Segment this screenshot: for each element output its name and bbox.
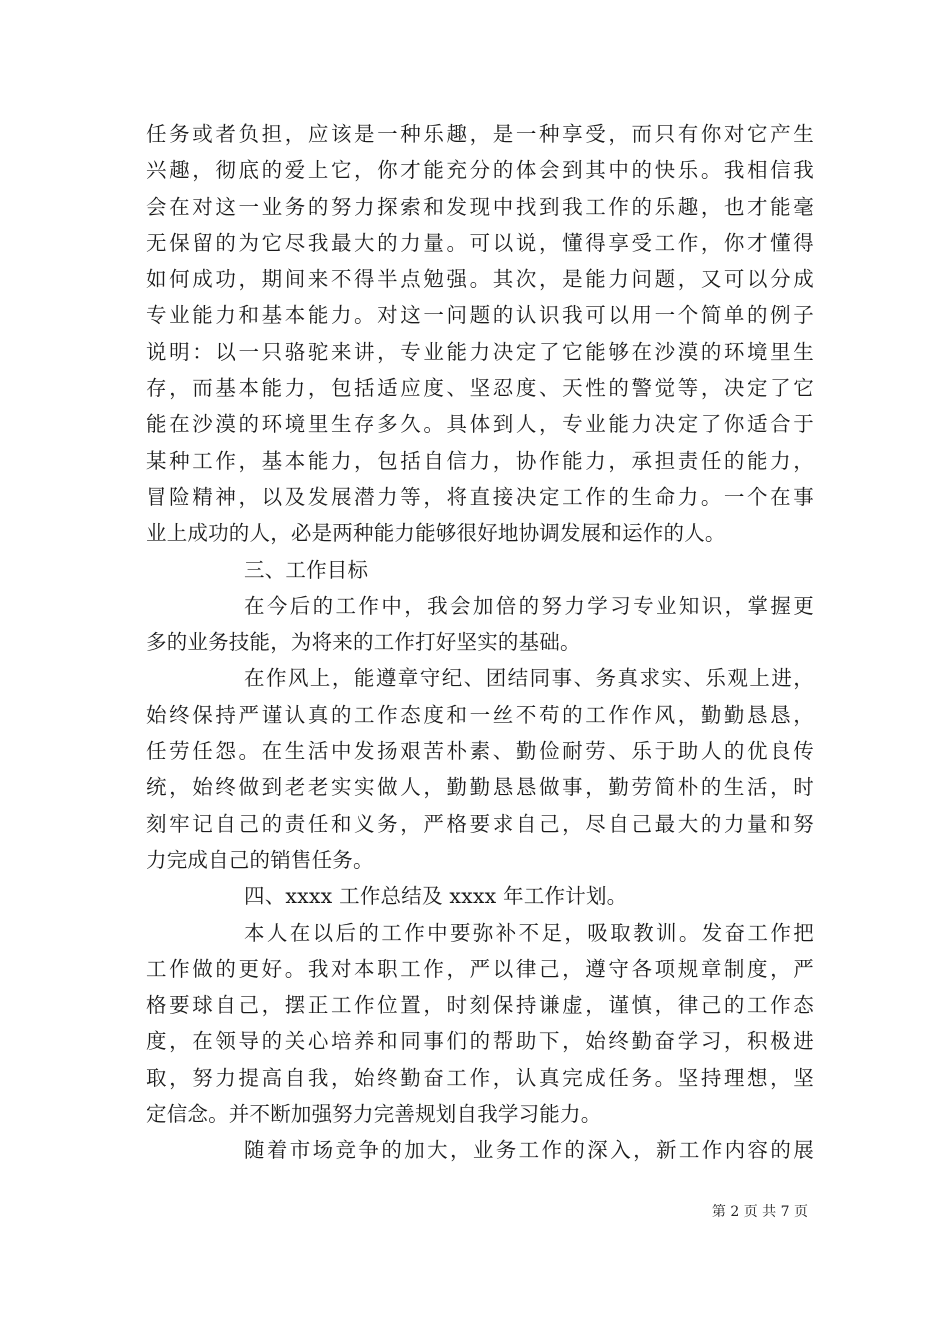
- paragraph-first-line: 在今后的工作中，我会加倍的努力学习专业知识，掌握更: [244, 593, 814, 618]
- text-line: 刻牢记自己的责任和义务，严格要求自己，尽自己最大的力量和努: [146, 811, 814, 836]
- text-line: 某种工作，基本能力，包括自信力，协作能力，承担责任的能力，: [146, 448, 814, 473]
- text-line: 兴趣，彻底的爱上它，你才能充分的体会到其中的快乐。我相信我: [146, 158, 814, 183]
- text-line: 取，努力提高自我，始终勤奋工作，认真完成任务。坚持理想，坚: [146, 1065, 814, 1090]
- document-body: [146, 116, 814, 1169]
- text-line: 始终保持严谨认真的工作态度和一丝不苟的工作作风，勤勤恳恳，: [146, 702, 814, 727]
- text-line: 任务或者负担，应该是一种乐趣，是一种享受，而只有你对它产生: [146, 122, 814, 146]
- text-line: 定信念。并不断加强努力完善规划自我学习能力。: [146, 1102, 602, 1127]
- text-line: 无保留的为它尽我最大的力量。可以说，懂得享受工作，你才懂得: [146, 230, 814, 255]
- text-line: 冒险精神，以及发展潜力等，将直接决定工作的生命力。一个在事: [146, 484, 814, 509]
- page-number-footer: 第 2 页 共 7 页: [711, 1204, 808, 1220]
- text-line: 统，始终做到老老实实做人，勤勤恳恳做事，勤劳简朴的生活，时: [146, 775, 814, 800]
- text-line: 多的业务技能，为将来的工作打好坚实的基础。: [146, 630, 581, 655]
- text-line: 度，在领导的关心培养和同事们的帮助下，始终勤奋学习，积极进: [146, 1029, 814, 1054]
- text-line: 会在对这一业务的努力探索和发现中找到我工作的乐趣，也才能毫: [146, 194, 814, 219]
- paragraph-first-line: 随着市场竞争的加大，业务工作的深入，新工作内容的展: [244, 1138, 814, 1163]
- section-heading-work-plan: 四、xxxx 工作总结及 xxxx 年工作计划。: [244, 884, 628, 909]
- text-line: 力完成自己的销售任务。: [146, 847, 374, 872]
- text-line: 能在沙漠的环境里生存多久。具体到人，专业能力决定了你适合于: [146, 412, 814, 437]
- text-line: 业上成功的人，必是两种能力能够很好地协调发展和运作的人。: [146, 521, 726, 546]
- text-line: 格要球自己，摆正工作位置，时刻保持谦虚，谨慎，律己的工作态: [146, 993, 814, 1018]
- text-line: 工作做的更好。我对本职工作，严以律己，遵守各项规章制度，严: [146, 956, 814, 981]
- section-heading-work-goals: 三、工作目标: [244, 557, 369, 582]
- text-line: 专业能力和基本能力。对这一问题的认识我可以用一个简单的例子: [146, 303, 814, 328]
- text-line: 存，而基本能力，包括适应度、坚忍度、天性的警觉等，决定了它: [146, 376, 814, 401]
- paragraph-first-line: 本人在以后的工作中要弥补不足，吸取教训。发奋工作把: [244, 920, 814, 945]
- text-line: 说明：以一只骆驼来讲，专业能力决定了它能够在沙漠的环境里生: [146, 339, 814, 364]
- text-line: 如何成功，期间来不得半点勉强。其次，是能力问题，又可以分成: [146, 267, 814, 292]
- paragraph-first-line: 在作风上，能遵章守纪、团结同事、务真求实、乐观上进，: [244, 666, 814, 691]
- text-line: 任劳任怨。在生活中发扬艰苦朴素、勤俭耐劳、乐于助人的优良传: [146, 739, 814, 764]
